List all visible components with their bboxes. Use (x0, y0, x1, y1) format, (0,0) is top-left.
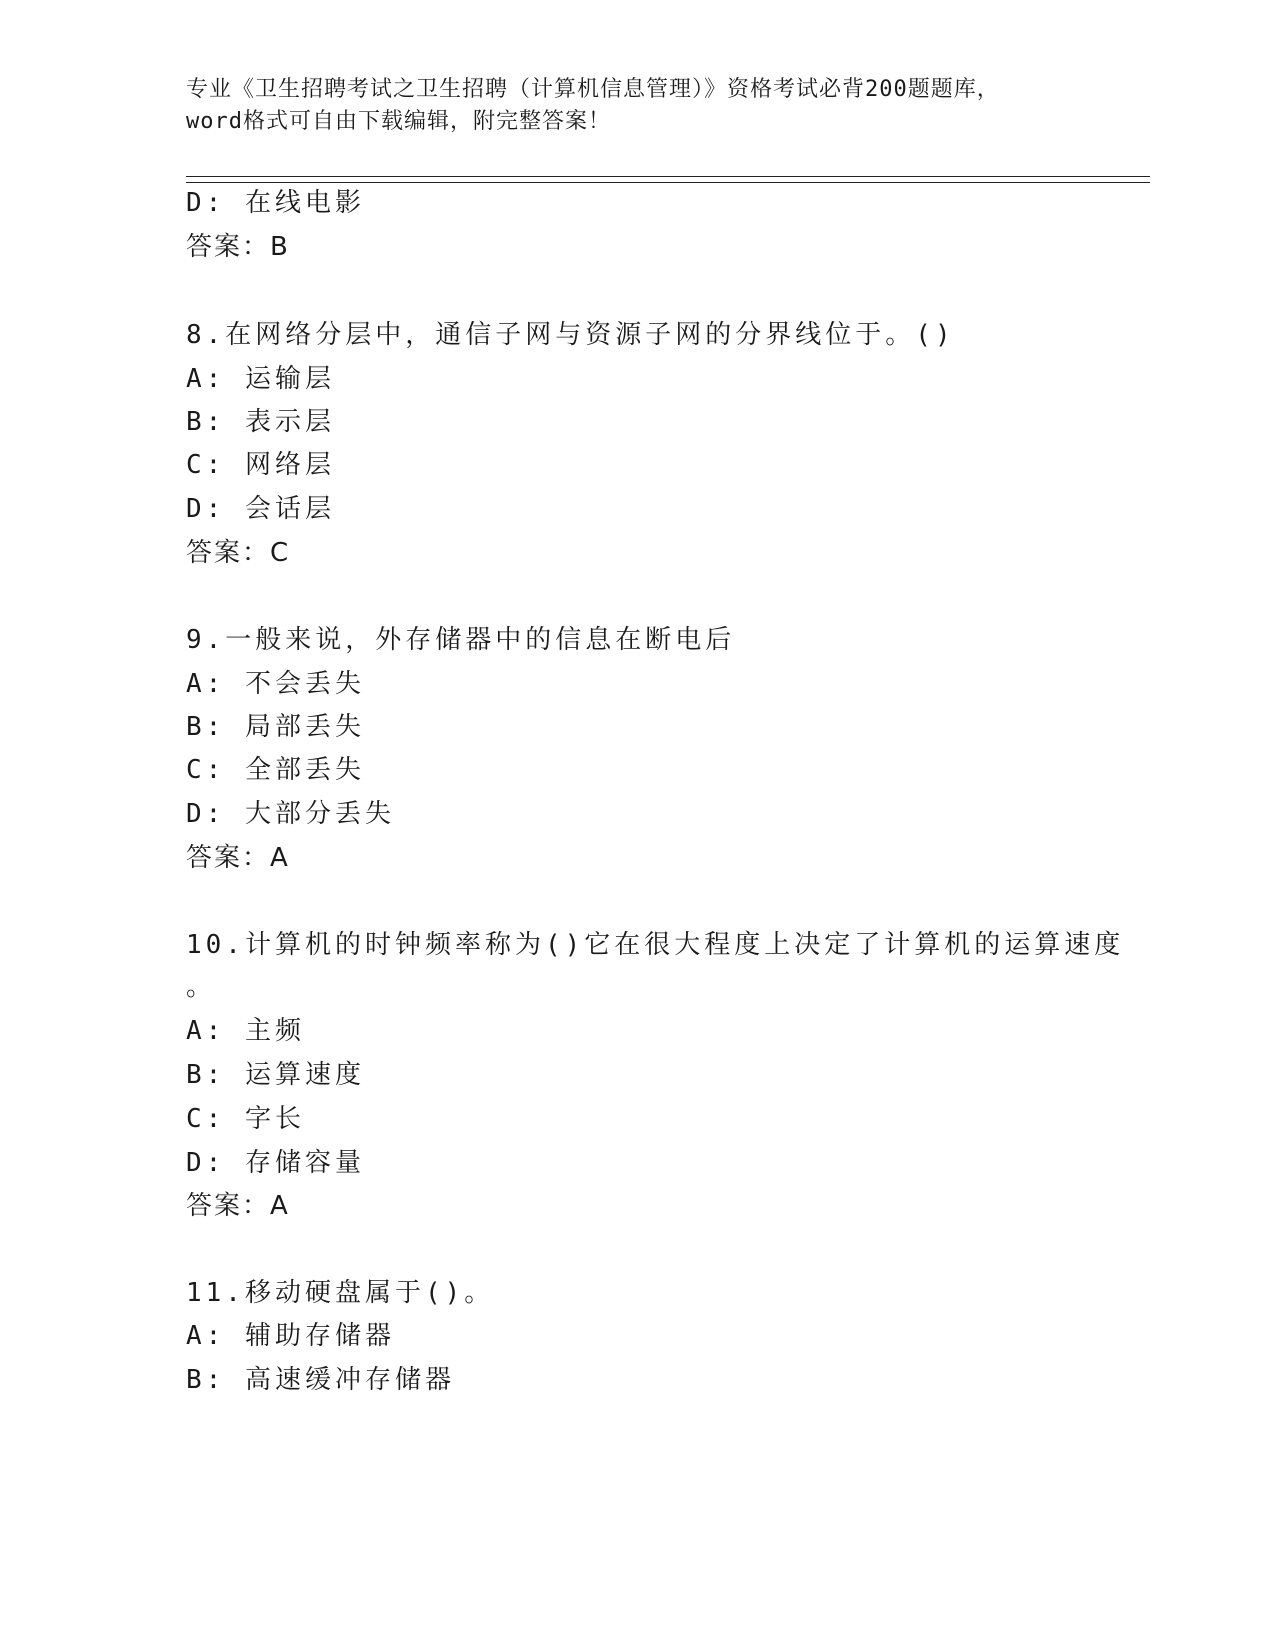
question-10-option-b: B: 运算速度 (186, 1060, 365, 1090)
question-9-option-a: A: 不会丢失 (186, 669, 365, 699)
header-title-line-1: 专业《卫生招聘考试之卫生招聘（计算机信息管理）》资格考试必背200题题库， (186, 77, 1000, 102)
question-10-answer: 答案：A (186, 1191, 290, 1221)
question-8-option-b: B: 表示层 (186, 407, 335, 437)
header-divider-bottom (186, 182, 1150, 183)
question-9-text: 9.一般来说，外存储器中的信息在断电后 (186, 625, 736, 655)
question-9-option-b: B: 局部丢失 (186, 712, 365, 742)
question-11-option-b: B: 高速缓冲存储器 (186, 1365, 455, 1395)
prev-question-answer: 答案：B (186, 232, 290, 262)
question-9-answer: 答案：A (186, 843, 290, 873)
question-8-text: 8.在网络分层中，通信子网与资源子网的分界线位于。() (186, 320, 955, 350)
question-10-text-line-2: 。 (186, 972, 217, 1002)
header-divider-top (186, 176, 1150, 177)
question-11-text: 11.移动硬盘属于()。 (186, 1278, 495, 1308)
question-9-option-c: C: 全部丢失 (186, 755, 365, 785)
question-8-option-d: D: 会话层 (186, 494, 335, 524)
prev-question-option-d: D: 在线电影 (186, 188, 365, 218)
question-10-text-line-1: 10.计算机的时钟频率称为()它在很大程度上决定了计算机的运算速度 (186, 930, 1125, 960)
question-8-option-a: A: 运输层 (186, 364, 335, 394)
question-8-option-c: C: 网络层 (186, 450, 335, 480)
question-10-option-c: C: 字长 (186, 1104, 305, 1134)
question-10-option-d: D: 存储容量 (186, 1148, 365, 1178)
header-title-line-2: word格式可自由下载编辑，附完整答案！ (186, 109, 611, 134)
question-8-answer: 答案：C (186, 538, 291, 568)
document-header (186, 74, 1106, 138)
question-11-option-a: A: 辅助存储器 (186, 1321, 395, 1351)
question-10-option-a: A: 主频 (186, 1016, 305, 1046)
question-9-option-d: D: 大部分丢失 (186, 799, 395, 829)
